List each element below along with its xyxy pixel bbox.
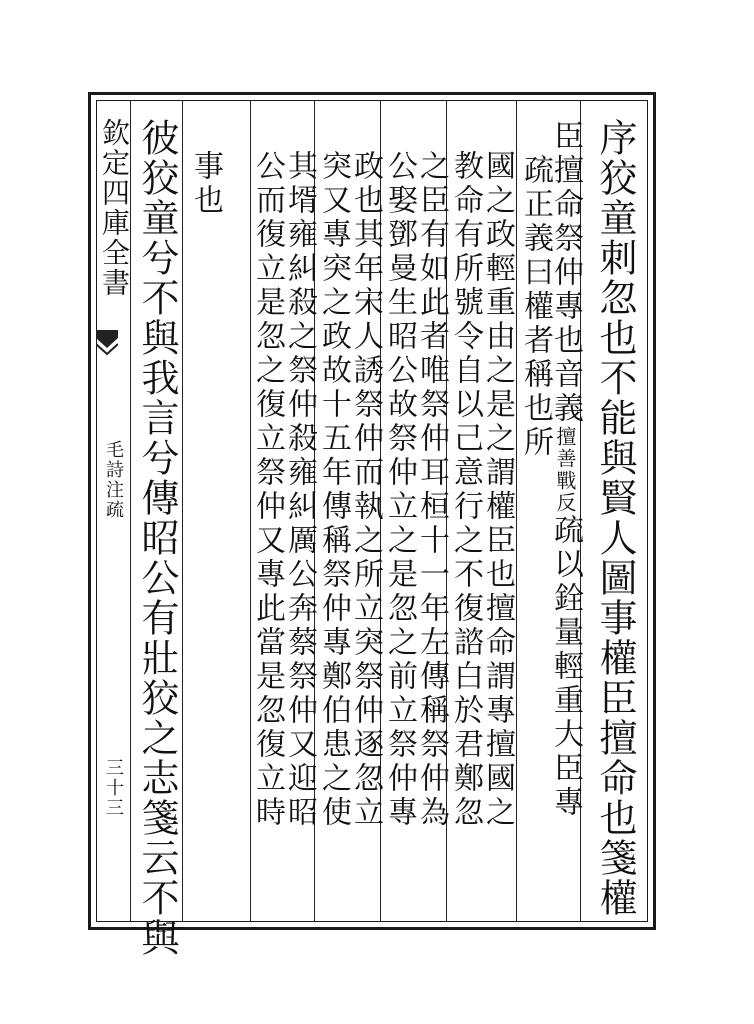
text-column-12: 彼狡童兮不與我言兮傳昭公有壯狡之志箋云不與 xyxy=(135,118,179,958)
text-column-2b: 疏正義曰權者稱也所 xyxy=(518,154,553,460)
text-column-1: 序狡童刺忽也不能與賢人圖事權臣擅命也箋權 xyxy=(593,118,637,918)
text-column-4: 教命有所號令自以己意行之不復諮白於君鄭忽 xyxy=(448,150,483,830)
fishtail-mark-icon xyxy=(96,330,118,356)
text-column-7: 政也其年宋人誘祭仲而執之所立突祭仲逐忽立 xyxy=(348,150,383,830)
column-2-note: 擅善戰反 xyxy=(553,426,577,514)
text-column-2 xyxy=(548,120,583,820)
text-column-8: 突又專突之政故十五年傳稱祭仲專鄭伯患之使 xyxy=(316,150,351,830)
text-column-3: 國之政輕重由之是之謂權臣也擅命謂專擅國之 xyxy=(480,150,515,830)
text-column-9: 其壻雍糾殺之祭仲殺雍糾厲公奔蔡祭仲又迎昭 xyxy=(282,150,317,830)
text-column-10: 公而復立是忽之復立祭仲又專此當是忽復立時 xyxy=(250,150,285,830)
margin-page-number: 三十三 xyxy=(103,758,124,818)
column-divider xyxy=(130,100,131,922)
column-divider xyxy=(182,100,183,922)
text-column-6: 公娶鄧曼生昭公故祭仲立之是忽之前立祭仲專 xyxy=(382,150,417,830)
text-column-11: 事也 xyxy=(188,150,223,218)
margin-book-name: 毛詩注疏 xyxy=(103,440,124,520)
column-2-tail: 疏以銓量輕重大臣專 xyxy=(548,514,583,820)
column-2-main: 臣擅命祭仲專也音義 xyxy=(548,120,583,426)
text-column-5: 之臣有如此者唯祭仲耳桓十一年左傳稱祭仲為 xyxy=(414,150,449,830)
column-divider xyxy=(516,100,517,922)
margin-book-title: 欽定四庫全書 xyxy=(98,118,131,298)
